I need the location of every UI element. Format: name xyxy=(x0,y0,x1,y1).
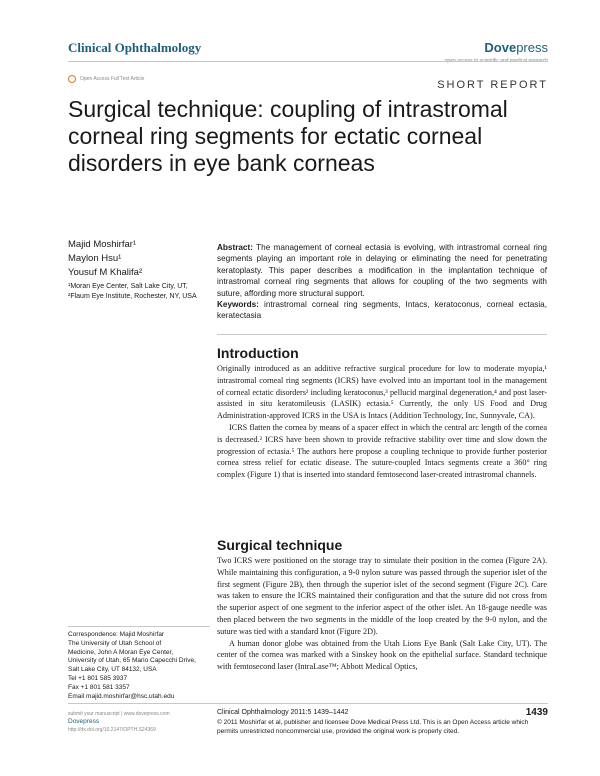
correspondence-line: Salt Lake City, UT 84132, USA xyxy=(68,666,157,674)
document-type: SHORT REPORT xyxy=(437,79,548,91)
correspondence-line: Correspondence: Majid Moshirfar xyxy=(68,631,165,638)
correspondence-email[interactable]: Email majid.moshirfar@hsc.utah.edu xyxy=(68,692,175,700)
correspondence-line: University of Utah, 65 Mario Capecchi Drive, xyxy=(68,657,196,665)
open-access-label xyxy=(68,75,144,83)
surgical-paragraph: Two ICRS were positioned on the storage tray to simulate their position in the cornea (Figure 2A). While maintaining this configuration, a 9-0 nylon suture was passed through the superior islet of the first segment (Figure 2B), then through the superior islet of the second segment (Figure 2C). Care was taken to ensure the ICRS maintained their configuration and that the suture did not cross from the superior aspect of one segment to the inferior aspect of the other islet. An 18-gauge needle was then placed between the two segments in the middle of the loop created by the 9-0 nylon, and the suture was tied with a standard knot (Figure 2D). xyxy=(217,556,547,636)
footer-divider xyxy=(68,703,548,704)
abstract-label: Abstract: xyxy=(217,243,253,252)
publisher-logo-bold: Dove xyxy=(484,40,517,55)
surgical-paragraph: A human donor globe was obtained from the Utah Lions Eye Bank (Salt Lake City, UT). The center of the cornea was marked with a Sinskey hook on the epithelial surface. Standard technique with femtosecond laser (IntraLase™; Abbott Medical Optics, xyxy=(217,638,547,672)
keywords-label: Keywords: xyxy=(217,300,259,310)
article-title: Surgical technique: coupling of intrastromal corneal ring segments for ectatic corneal disorders in eye bank corneas xyxy=(68,96,508,176)
open-access-icon xyxy=(68,75,76,83)
footer-citation: Clinical Ophthalmology 2011:5 1439–1442 xyxy=(217,709,349,716)
footer-publisher: Dovepress xyxy=(68,718,100,725)
journal-name: Clinical Ophthalmology xyxy=(68,40,202,55)
correspondence xyxy=(68,631,210,701)
correspondence-line: Tel +1 801 585 3937 xyxy=(68,674,128,682)
correspondence-divider xyxy=(68,626,210,627)
publisher-logo-rest: press xyxy=(516,40,548,55)
author-list xyxy=(68,238,142,280)
correspondence-line: Fax +1 801 581 3357 xyxy=(68,683,130,691)
author: Majid Moshirfar¹ xyxy=(68,239,137,250)
abstract-text: The management of corneal ectasia is evolving, with intrastromal corneal ring segments playing an important role in delaying or eliminating the need for penetrating keratoplasty. This paper describes a modification in the implantation technique of intrastromal corneal ring segments that allows for coupling of the two segments with suture, affording more structural support. xyxy=(217,243,547,298)
abstract-divider xyxy=(217,334,547,335)
correspondence-line: Medicine, John A Moran Eye Center, xyxy=(68,648,174,656)
author: Maylon Hsu¹ xyxy=(68,253,122,264)
footer-copyright: © 2011 Moshirfar et al, publisher and licensee Dove Medical Press Ltd. This is an Open Access article which permits unrestricted noncommercial use, provided the original work is properly cited. xyxy=(217,719,529,735)
surgical-heading: Surgical technique xyxy=(217,537,343,553)
correspondence-line: The University of Utah School of xyxy=(68,639,162,647)
affiliations: ¹Moran Eye Center, Salt Lake City, UT, ²Flaum Eye Institute, Rochester, NY, USA xyxy=(68,283,197,300)
submit-link[interactable]: submit your manuscript | www.dovepress.com xyxy=(68,711,170,717)
keywords-text: intrastromal corneal ring segments, Intacs, keratoconus, corneal ectasia, keratectasia xyxy=(217,300,547,321)
intro-paragraph: Originally introduced as an additive refractive surgical procedure for low to moderate myopia,¹ intrastromal corneal ring segments (ICRS) have evolved into an important tool in the management of corneal ectatic disorders² including keratoconus,³ pellucid marginal degeneration,⁴ and post laser-assisted in situ keratomileusis (LASIK) ectasia.⁵ Currently, the only US Food and Drug Administration-approved ICRS in the USA is Intacs (Addition Technology, Inc, Sunnyvale, CA). xyxy=(217,364,547,421)
intro-heading: Introduction xyxy=(217,345,299,361)
intro-paragraph: ICRS flatten the cornea by means of a spacer effect in which the central arc length of the cornea is decreased.² ICRS have been shown to provide refractive stability over time and slow down the progression of ectasia.⁵ The authors here propose a coupling technique to provide further posterior cornea stress relief for ectatic disease. The suture-coupled Intacs segments create a 360° ring complex (Figure 1) that is inserted into standard femtosecond laser-created intrastromal channels. xyxy=(217,422,547,480)
open-access-text: Open Access Full Text Article xyxy=(80,76,145,82)
author: Yousuf M Khalifa² xyxy=(68,267,143,278)
surgical-body xyxy=(217,555,547,673)
publisher-logo xyxy=(484,40,548,55)
footer-left xyxy=(68,710,208,734)
doi-link[interactable]: http://dx.doi.org/10.2147/OPTH.S24369 xyxy=(68,727,156,733)
page-number: 1439 xyxy=(525,707,548,718)
header-divider xyxy=(68,61,548,62)
abstract xyxy=(217,242,547,322)
intro-body xyxy=(217,363,547,481)
